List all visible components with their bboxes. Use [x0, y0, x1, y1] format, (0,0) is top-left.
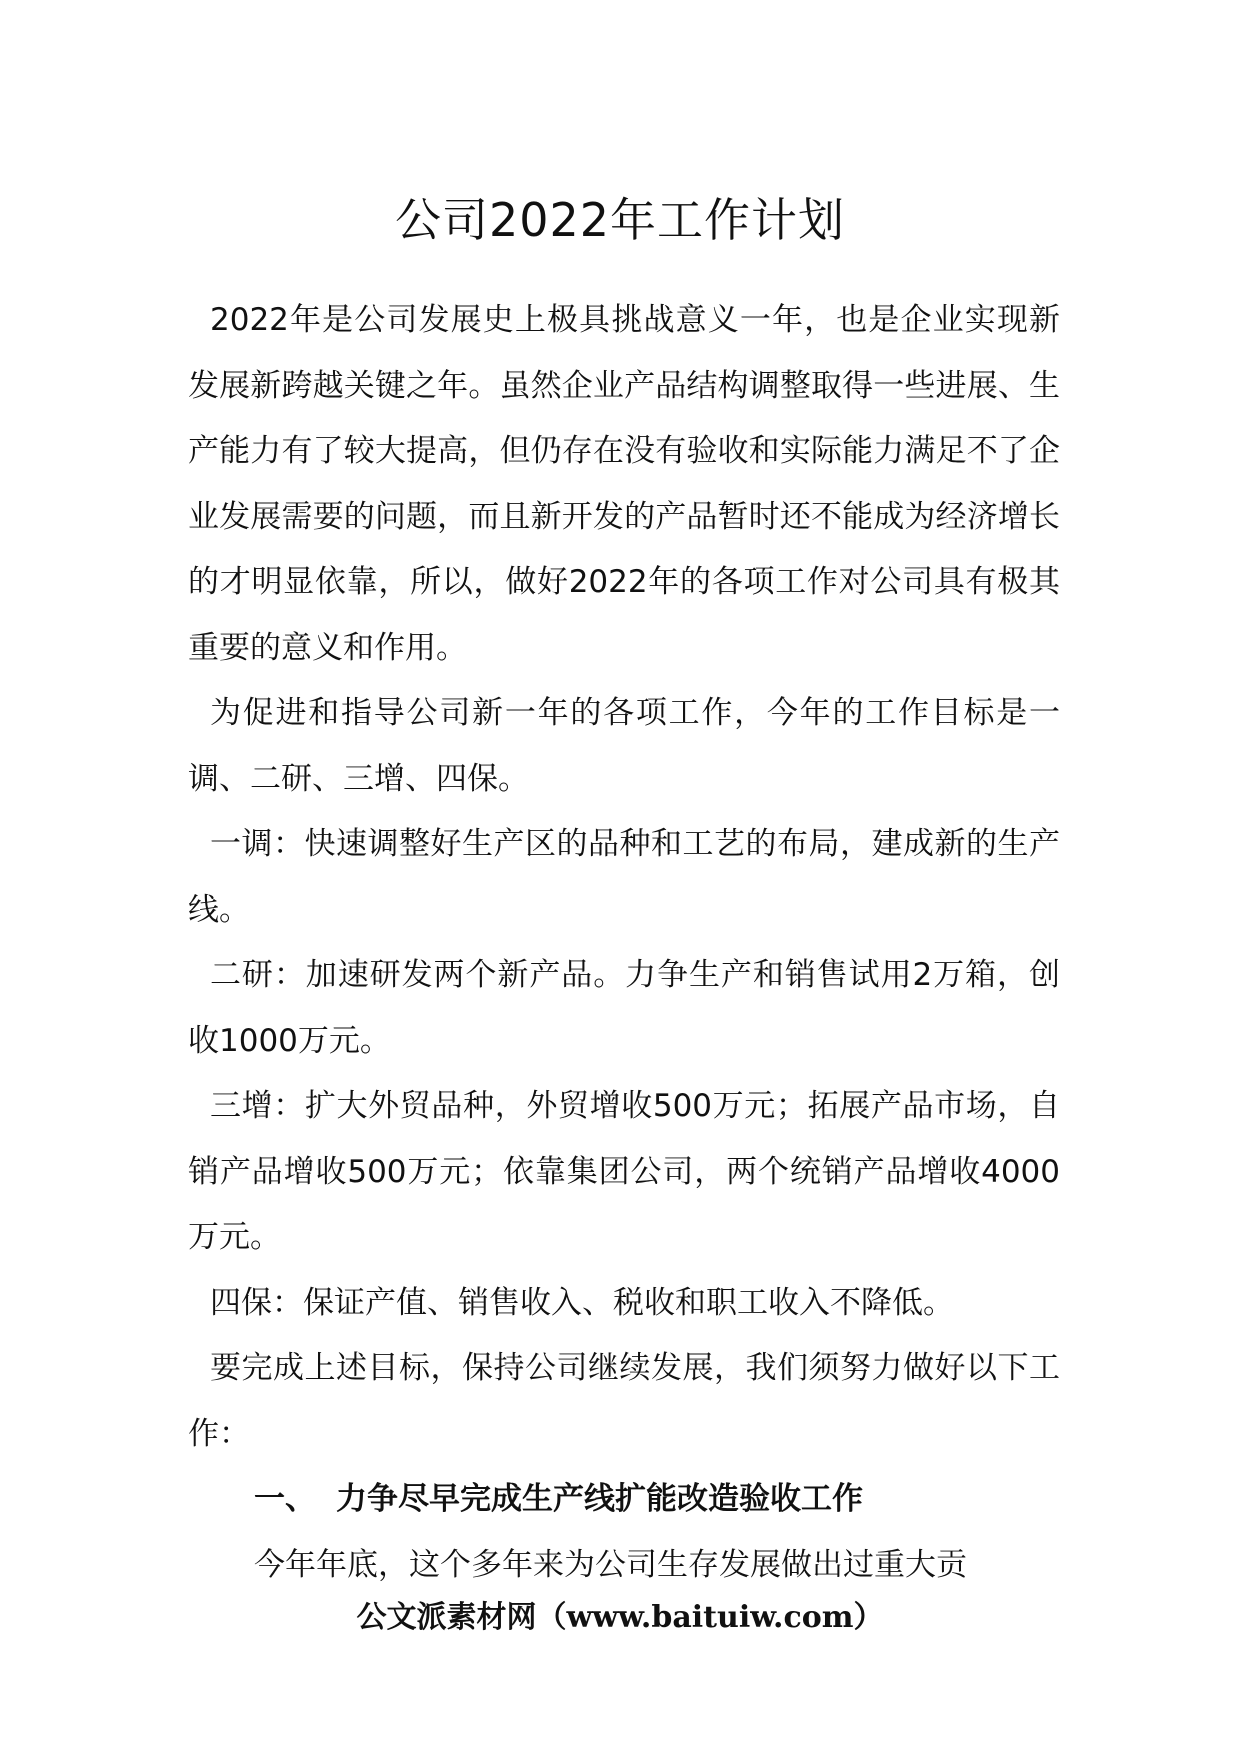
paragraph-goal-guarantee: 四保：保证产值、销售收入、税收和职工收入不降低。	[210, 1284, 954, 1321]
section-number: 一、	[254, 1481, 316, 1517]
paragraph-section-1: 今年年底，这个多年来为公司生存发展做出过重大贡	[254, 1546, 967, 1583]
document-title: 公司2022年工作计划	[394, 193, 846, 247]
paragraph-goal-research: 二研：加速研发两个新产品。力争生产和销售试用2万箱，创收1000万元。	[188, 957, 1060, 1059]
page-footer: 公文派素材网（www.baituiw.com）	[356, 1600, 884, 1635]
section-heading-text: 力争尽早完成生产线扩能改造验收工作	[336, 1481, 863, 1517]
section-heading	[188, 1467, 1060, 1533]
paragraph-work-intro: 要完成上述目标，保持公司继续发展，我们须努力做好以下工作：	[188, 1350, 1060, 1452]
document-body	[188, 288, 1060, 1598]
paragraph-goal-adjust: 一调：快速调整好生产区的品种和工艺的布局，建成新的生产线。	[188, 826, 1060, 928]
paragraph-goals: 为促进和指导公司新一年的各项工作，今年的工作目标是一调、二研、三增、四保。	[188, 695, 1060, 797]
paragraph-intro: 2022年是公司发展史上极具挑战意义一年，也是企业实现新发展新跨越关键之年。虽然企业产品结构调整取得一些进展、生产能力有了较大提高，但仍存在没有验收和实际能力满足不了企业发展需要的问题，而且新开发的产品暂时还不能成为经济增长的才明显依靠，所以，做好2022年的各项工作对公司具有极其重要的意义和作用。	[188, 302, 1060, 666]
paragraph-goal-increase: 三增：扩大外贸品种，外贸增收500万元；拓展产品市场，自销产品增收500万元；依靠集团公司，两个统销产品增收4000万元。	[188, 1088, 1060, 1255]
